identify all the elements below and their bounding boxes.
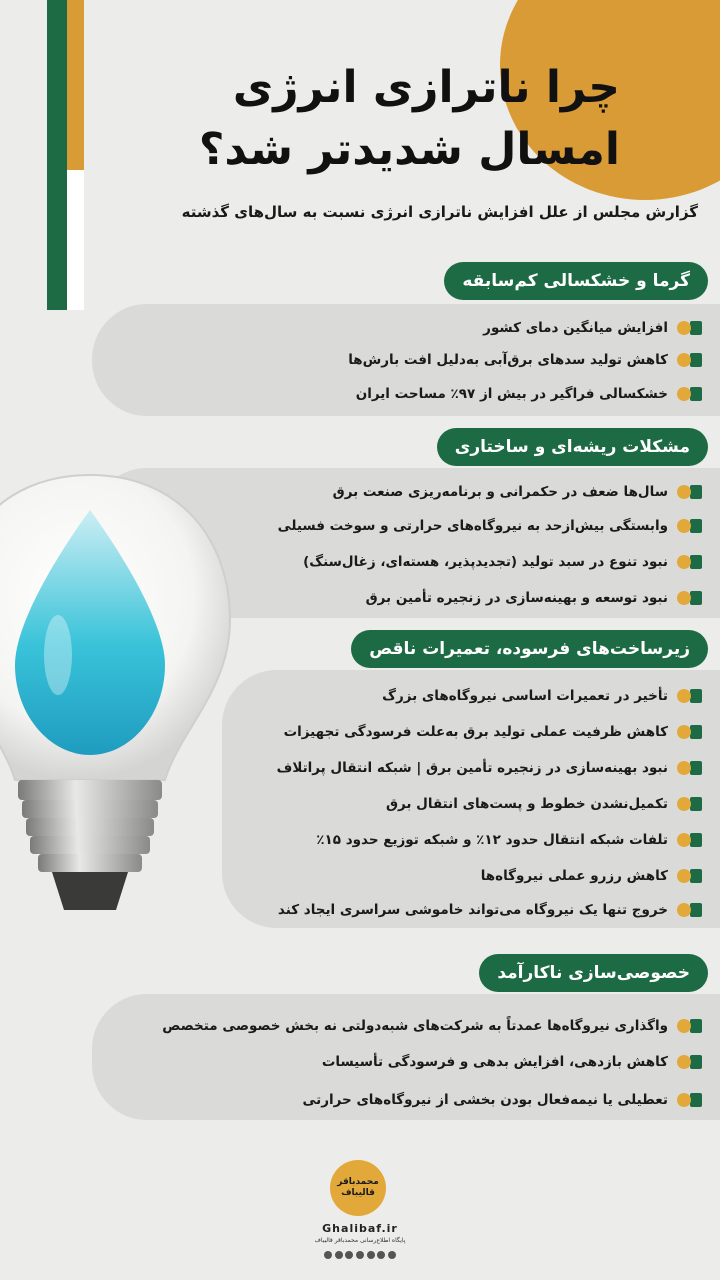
list-item: تأخیر در تعمیرات اساسی نیروگاه‌های بزرگ [382,682,702,710]
section-heading: خصوصی‌سازی ناکارآمد [479,954,708,992]
bullet-icon [676,1055,702,1069]
social-icon[interactable] [356,1251,364,1259]
bullet-icon [676,353,702,367]
list-item: نبود توسعه و بهینه‌سازی در زنجیره تأمین برق [366,584,702,612]
bullet-icon [676,591,702,605]
list-item: کاهش ظرفیت عملی تولید برق به‌علت فرسودگی تجهیزات [284,718,702,746]
light-bulb-illustration [0,470,240,930]
bullet-icon [676,555,702,569]
list-item: کاهش بازدهی، افزایش بدهی و فرسودگی تأسیسات [322,1048,702,1076]
subtitle: گزارش مجلس از علل افزایش ناترازی انرژی نسبت به سال‌های گذشته [181,203,698,221]
list-item: نبود تنوع در سبد تولید (تجدیدپذیر، هسته‌ای، زغال‌سنگ) [303,548,702,576]
social-icons [324,1251,396,1261]
list-item: سال‌ها ضعف در حکمرانی و برنامه‌ریزی صنعت برق [333,478,702,506]
section-heading: مشکلات ریشه‌ای و ساختاری [437,428,708,466]
bullet-icon [676,725,702,739]
list-item: واگذاری نیروگاه‌ها عمدتاً به شرکت‌های شبه‌دولتی نه بخش خصوصی متخصص [162,1012,702,1040]
title-line-2: امسال شدیدتر شد؟ [198,124,620,175]
list-item: خشکسالی فراگیر در بیش از ۹۷٪ مساحت ایران [356,380,702,408]
bullet-icon [676,869,702,883]
bullet-icon [676,1093,702,1107]
social-icon[interactable] [335,1251,343,1259]
social-icon[interactable] [367,1251,375,1259]
social-icon[interactable] [377,1251,385,1259]
list-item: کاهش تولید سدهای برق‌آبی به‌دلیل افت بارش‌ها [348,346,702,374]
social-icon[interactable] [345,1251,353,1259]
social-icon[interactable] [388,1251,396,1259]
title-line-1: چرا ناترازی انرژی [232,62,620,113]
bullet-icon [676,519,702,533]
list-item: وابستگی بیش‌ازحد به نیروگاه‌های حرارتی و سوخت فسیلی [278,512,702,540]
bullet-icon [676,833,702,847]
list-item: افزایش میانگین دمای کشور [483,314,702,342]
bullet-icon [676,387,702,401]
list-item: تلفات شبکه انتقال حدود ۱۲٪ و شبکه توزیع حدود ۱۵٪ [316,826,702,854]
logo-text: محمدباقر قالیباف [337,1177,379,1198]
white-vertical-bar [67,170,84,310]
list-item: تکمیل‌نشدن خطوط و پست‌های انتقال برق [386,790,702,818]
list-item: کاهش رزرو عملی نیروگاه‌ها [481,862,702,890]
bullet-icon [676,321,702,335]
bullet-icon [676,689,702,703]
site-tagline: پایگاه اطلاع‌رسانی محمدباقر قالیباف [314,1237,406,1244]
bullet-icon [676,761,702,775]
brand-logo [330,1160,386,1216]
list-item: تعطیلی یا نیمه‌فعال بودن بخشی از نیروگاه‌های حرارتی [302,1086,702,1114]
section-heading: زیرساخت‌های فرسوده، تعمیرات ناقص [351,630,708,668]
site-url[interactable]: Ghalibaf.ir [322,1222,398,1235]
social-icon[interactable] [324,1251,332,1259]
section-heading: گرما و خشکسالی کم‌سابقه [444,262,708,300]
bullet-icon [676,485,702,499]
orange-vertical-bar [67,0,84,170]
bullet-icon [676,1019,702,1033]
list-item: نبود بهینه‌سازی در زنجیره تأمین برق | شبکه انتقال پراتلاف [277,754,702,782]
bullet-icon [676,903,702,917]
green-vertical-bar [47,0,67,310]
list-item: خروج تنها یک نیروگاه می‌تواند خاموشی سراسری ایجاد کند [278,896,702,924]
bullet-icon [676,797,702,811]
